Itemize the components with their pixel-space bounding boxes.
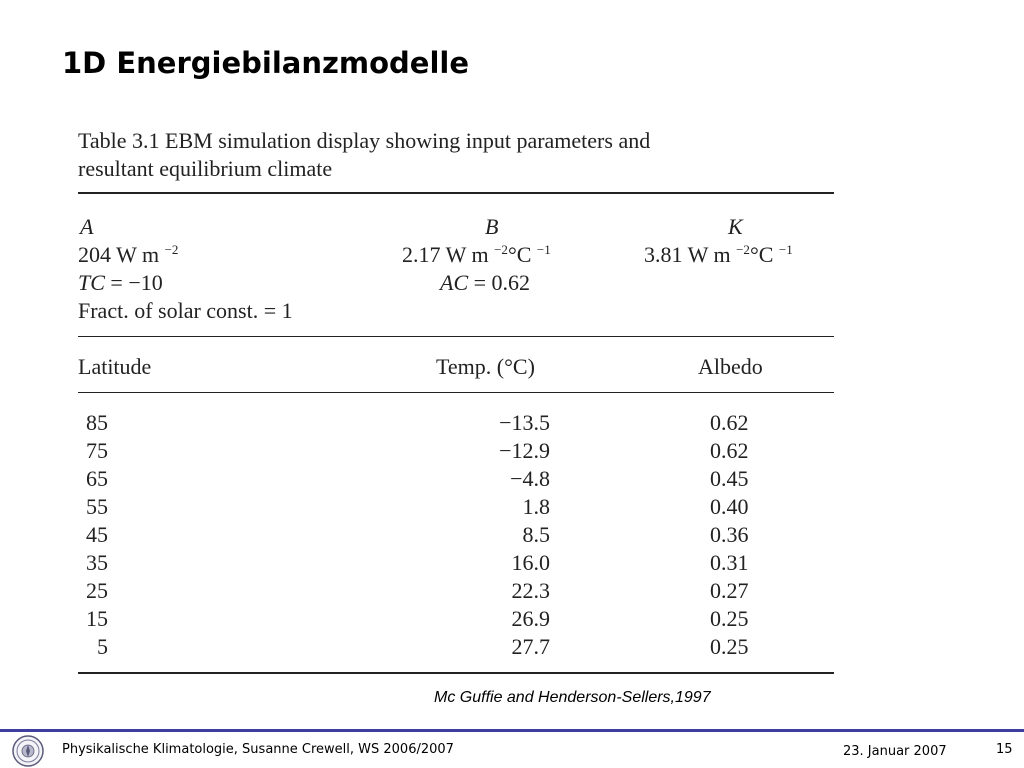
table-row-albedo: 0.25 [710, 606, 749, 631]
param-k-exponent2: −1 [778, 242, 793, 257]
table-row-albedo: 0.25 [710, 634, 749, 659]
source-citation: Mc Guffie and Henderson-Sellers,1997 [434, 689, 711, 706]
footer-page-number: 15 [996, 742, 1013, 757]
table-row-lat: 35 [86, 550, 108, 575]
param-fract: Fract. of solar const. = 1 [78, 298, 293, 323]
table-row-lat: 65 [86, 466, 108, 491]
university-seal-icon [12, 735, 44, 767]
table-row-albedo: 0.31 [710, 550, 749, 575]
table-row-temp: 8.5 [522, 522, 550, 547]
table-row-temp: 27.7 [511, 634, 550, 659]
param-tc-value: = −10 [104, 270, 163, 295]
table-3-1 [78, 122, 834, 682]
param-tc-label: TC [78, 270, 105, 295]
table-caption-line1: Table 3.1 EBM simulation display showing input parameters and [78, 128, 651, 153]
table-rule-top [78, 192, 834, 194]
table-row-temp: −12.9 [499, 438, 550, 463]
param-a-label: A [80, 214, 94, 239]
param-tc [78, 270, 163, 296]
header-albedo: Albedo [698, 354, 763, 379]
slide-title: 1D Energiebilanzmodelle [62, 46, 469, 80]
table-row-lat: 85 [86, 410, 108, 435]
param-k-unit: °C [749, 242, 774, 267]
param-k-label: K [728, 214, 743, 239]
footer-course: Physikalische Klimatologie, Susanne Crewell, WS 2006/2007 [62, 742, 454, 757]
table-row-temp: 22.3 [511, 578, 550, 603]
param-ac-value: = 0.62 [468, 270, 531, 295]
table-row-lat: 15 [86, 606, 108, 631]
table-row-albedo: 0.62 [710, 410, 749, 435]
table-row-lat: 45 [86, 522, 108, 547]
param-b-value [402, 242, 551, 268]
table-row-albedo: 0.45 [710, 466, 749, 491]
param-b-unit: °C [507, 242, 532, 267]
table-row-albedo: 0.40 [710, 494, 749, 519]
header-temp: Temp. (°C) [436, 354, 535, 379]
table-row-albedo: 0.62 [710, 438, 749, 463]
param-ac-label: AC [440, 270, 469, 295]
table-row-temp: 26.9 [511, 606, 550, 631]
param-k-exponent1: −2 [736, 242, 750, 257]
table-row-lat: 75 [86, 438, 108, 463]
param-a-number: 204 W m [78, 242, 160, 267]
param-k-number: 3.81 W m [644, 242, 731, 267]
table-rule-mid [78, 336, 834, 337]
table-rule-bottom [78, 672, 834, 674]
param-a-value [78, 242, 178, 268]
footer-bar [0, 729, 1024, 732]
table-row-temp: 16.0 [511, 550, 550, 575]
param-a-exponent: −2 [164, 242, 179, 257]
param-b-label: B [485, 214, 499, 239]
table-caption-line2: resultant equilibrium climate [78, 156, 333, 181]
param-k-value [644, 242, 793, 268]
table-row-lat: 55 [86, 494, 108, 519]
param-b-exponent2: −1 [536, 242, 551, 257]
table-row-lat: 5 [97, 634, 108, 659]
table-row-albedo: 0.36 [710, 522, 749, 547]
table-rule-header [78, 392, 834, 393]
footer-date: 23. Januar 2007 [843, 744, 947, 759]
table-row-temp: −4.8 [510, 466, 550, 491]
param-b-exponent1: −2 [494, 242, 508, 257]
table-row-temp: 1.8 [522, 494, 550, 519]
table-row-albedo: 0.27 [710, 578, 749, 603]
param-b-number: 2.17 W m [402, 242, 489, 267]
table-row-temp: −13.5 [499, 410, 550, 435]
table-row-lat: 25 [86, 578, 108, 603]
header-latitude: Latitude [78, 354, 152, 379]
param-ac [440, 270, 530, 296]
